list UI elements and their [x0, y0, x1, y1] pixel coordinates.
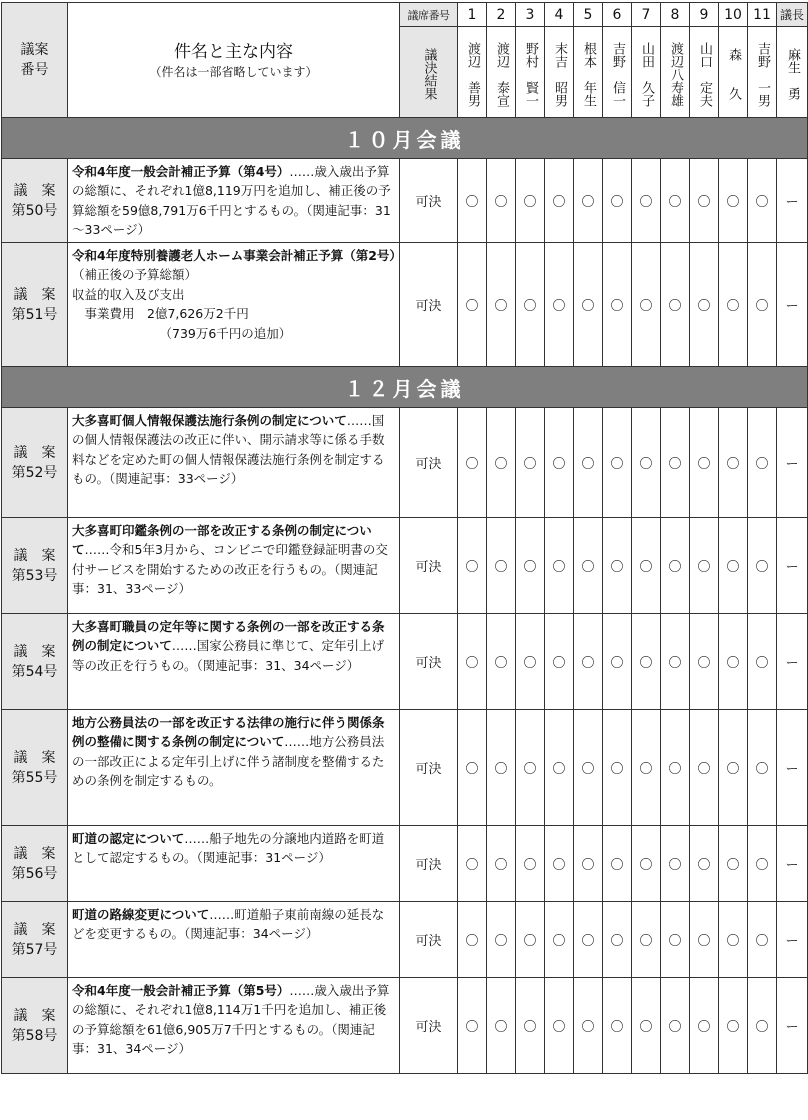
bill-description: ……国家公務員に準じて、定年引上げ等の改正を行うもの。（関連記事：31、34ページ） [72, 638, 385, 673]
bill-title: 地方公務員法の一部を改正する法律の施行に伴う関係条例の整備に関する条例の制定について [72, 715, 385, 750]
vote-mark: 〇 [748, 978, 777, 1074]
table-row [2, 159, 808, 243]
vote-mark: 〇 [632, 159, 661, 243]
vote-mark: 〇 [458, 614, 487, 710]
vote-mark: 〇 [487, 243, 516, 367]
bill-detail-line: 収益的収入及び支出 [72, 286, 185, 302]
vote-mark: 〇 [661, 710, 690, 826]
chair-vote-mark: ー [777, 710, 808, 826]
table-row [2, 710, 808, 826]
seat-number: 1 [458, 3, 487, 27]
table-row [2, 902, 808, 978]
seat-number: 9 [690, 3, 719, 27]
bill-title: 町道の認定について [72, 831, 185, 846]
vote-mark: 〇 [516, 518, 545, 614]
bill-number: 議 案 第55号 [2, 710, 68, 826]
vote-mark: 〇 [487, 710, 516, 826]
vote-result: 可決 [400, 243, 458, 367]
vote-mark: 〇 [748, 408, 777, 518]
vote-mark: 〇 [545, 243, 574, 367]
vote-mark: 〇 [516, 614, 545, 710]
vote-mark: 〇 [632, 243, 661, 367]
vote-result: 可決 [400, 710, 458, 826]
vote-mark: 〇 [545, 978, 574, 1074]
vote-mark: 〇 [487, 826, 516, 902]
vote-mark: 〇 [719, 159, 748, 243]
chair-vote-mark: ー [777, 826, 808, 902]
vote-mark: 〇 [603, 159, 632, 243]
chair-vote-mark: ー [777, 518, 808, 614]
vote-mark: 〇 [661, 614, 690, 710]
vote-mark: 〇 [458, 978, 487, 1074]
table-row [2, 408, 808, 518]
bill-description: ……国の個人情報保護法の改正に伴い、開示請求等に係る手数料などを定めた町の個人情報保護法施行条例を制定するもの。（関連記事：33ページ） [72, 413, 385, 487]
section-title: １２月会議 [2, 367, 808, 408]
seat-number: 7 [632, 3, 661, 27]
vote-mark: 〇 [516, 243, 545, 367]
bill-number: 議 案 第58号 [2, 978, 68, 1074]
vote-mark: 〇 [545, 614, 574, 710]
vote-mark: 〇 [574, 614, 603, 710]
bill-title: 令和4年度一般会計補正予算（第4号） [72, 164, 290, 179]
vote-mark: 〇 [487, 978, 516, 1074]
bill-number: 議 案 第54号 [2, 614, 68, 710]
member-name: 野村 賢一 [516, 27, 545, 118]
vote-mark: 〇 [661, 518, 690, 614]
section-header-row [2, 367, 808, 408]
table-row [2, 243, 808, 367]
vote-mark: 〇 [487, 614, 516, 710]
vote-mark: 〇 [574, 243, 603, 367]
vote-mark: 〇 [458, 826, 487, 902]
bill-content [68, 978, 400, 1074]
bill-number: 議 案 第53号 [2, 518, 68, 614]
chair-vote-mark: ー [777, 978, 808, 1074]
vote-mark: 〇 [516, 159, 545, 243]
seat-number-label: 議席番号 [400, 3, 458, 27]
chair-vote-mark: ー [777, 902, 808, 978]
vote-mark: 〇 [690, 614, 719, 710]
member-name: 山田 久子 [632, 27, 661, 118]
table-row [2, 518, 808, 614]
vote-mark: 〇 [516, 408, 545, 518]
vote-mark: 〇 [719, 978, 748, 1074]
vote-mark: 〇 [719, 518, 748, 614]
title-header-main: 件名と主な内容 [174, 42, 293, 62]
vote-result: 可決 [400, 614, 458, 710]
vote-mark: 〇 [574, 159, 603, 243]
chair-vote-mark: ー [777, 408, 808, 518]
chair-vote-mark: ー [777, 614, 808, 710]
vote-mark: 〇 [603, 408, 632, 518]
vote-mark: 〇 [632, 614, 661, 710]
member-name: 根本 年生 [574, 27, 603, 118]
vote-mark: 〇 [632, 518, 661, 614]
bill-content [68, 159, 400, 243]
bill-content [68, 518, 400, 614]
vote-mark: 〇 [748, 243, 777, 367]
vote-mark: 〇 [719, 408, 748, 518]
seat-number: 4 [545, 3, 574, 27]
bill-number: 議 案 第51号 [2, 243, 68, 367]
vote-results-table [1, 2, 808, 1074]
bill-number: 議 案 第50号 [2, 159, 68, 243]
vote-mark: 〇 [748, 710, 777, 826]
vote-mark: 〇 [748, 826, 777, 902]
bill-number: 議 案 第52号 [2, 408, 68, 518]
bill-content [68, 826, 400, 902]
table-row [2, 826, 808, 902]
vote-mark: 〇 [458, 710, 487, 826]
section-header-row [2, 118, 808, 159]
vote-mark: 〇 [516, 978, 545, 1074]
bill-title: 大多喜町印鑑条例の一部を改正する条例の制定について [72, 523, 372, 558]
vote-mark: 〇 [603, 243, 632, 367]
vote-mark: 〇 [458, 902, 487, 978]
bill-number: 議 案 第56号 [2, 826, 68, 902]
vote-mark: 〇 [487, 159, 516, 243]
title-header-sub: （件名は一部省略しています） [149, 65, 318, 79]
vote-mark: 〇 [545, 518, 574, 614]
vote-mark: 〇 [574, 826, 603, 902]
member-name: 吉野 一男 [748, 27, 777, 118]
vote-mark: 〇 [690, 902, 719, 978]
vote-mark: 〇 [690, 159, 719, 243]
vote-mark: 〇 [661, 902, 690, 978]
vote-mark: 〇 [661, 243, 690, 367]
vote-mark: 〇 [458, 159, 487, 243]
vote-mark: 〇 [574, 902, 603, 978]
bill-description: ……地方公務員法の一部改正による定年引上げに伴う諸制度を整備するための条例を制定するもの。 [72, 734, 385, 789]
vote-mark: 〇 [632, 978, 661, 1074]
vote-result: 可決 [400, 408, 458, 518]
vote-mark: 〇 [487, 902, 516, 978]
chair-vote-mark: ー [777, 159, 808, 243]
vote-result: 可決 [400, 826, 458, 902]
bill-number: 議 案 第57号 [2, 902, 68, 978]
bill-title: 令和4年度特別養護老人ホーム事業会計補正予算（第2号） [72, 248, 402, 263]
vote-mark: 〇 [690, 518, 719, 614]
vote-mark: 〇 [545, 710, 574, 826]
vote-mark: 〇 [719, 614, 748, 710]
vote-mark: 〇 [545, 902, 574, 978]
vote-mark: 〇 [719, 710, 748, 826]
bill-description: ……町道船子東前南線の延長などを変更するもの。（関連記事：34ページ） [72, 907, 385, 942]
bill-number-header: 議案番号 [2, 3, 68, 118]
bill-content [68, 902, 400, 978]
bill-title: 町道の路線変更について [72, 907, 210, 922]
member-name: 渡辺 善男 [458, 27, 487, 118]
chair-label: 議長 [777, 3, 808, 27]
table-row [2, 978, 808, 1074]
bill-content [68, 614, 400, 710]
vote-mark: 〇 [516, 826, 545, 902]
vote-mark: 〇 [487, 408, 516, 518]
vote-mark: 〇 [748, 159, 777, 243]
chair-name: 麻生 勇 [777, 27, 808, 118]
bill-description: ……船子地先の分譲地内道路を町道として認定するもの。（関連記事：31ページ） [72, 831, 385, 866]
vote-mark: 〇 [632, 710, 661, 826]
bill-detail-line: （739万6千円の追加） [159, 325, 292, 341]
vote-mark: 〇 [690, 243, 719, 367]
vote-mark: 〇 [603, 978, 632, 1074]
seat-number: 8 [661, 3, 690, 27]
vote-mark: 〇 [458, 518, 487, 614]
vote-result: 可決 [400, 902, 458, 978]
table-row [2, 614, 808, 710]
vote-mark: 〇 [516, 710, 545, 826]
bill-content [68, 408, 400, 518]
bill-detail-line: （補正後の予算総額） [72, 267, 198, 283]
vote-mark: 〇 [748, 518, 777, 614]
vote-mark: 〇 [661, 159, 690, 243]
seat-number: 11 [748, 3, 777, 27]
bill-description: ……令和5年3月から、コンビニで印鑑登録証明書の交付サービスを開始するための改正を行うもの。（関連記事：31、33ページ） [72, 542, 388, 597]
bill-description: ……歳入歳出予算の総額に、それぞれ1億8,119万円を追加し、補正後の予算総額を59億8,791万6千円とするもの。（関連記事：31～33ページ） [72, 164, 391, 238]
vote-mark: 〇 [574, 408, 603, 518]
vote-mark: 〇 [748, 902, 777, 978]
vote-mark: 〇 [632, 408, 661, 518]
vote-mark: 〇 [661, 826, 690, 902]
title-header [68, 3, 400, 118]
vote-mark: 〇 [661, 978, 690, 1074]
vote-result: 可決 [400, 159, 458, 243]
vote-mark: 〇 [719, 243, 748, 367]
vote-mark: 〇 [603, 614, 632, 710]
member-name: 末吉 昭男 [545, 27, 574, 118]
vote-mark: 〇 [661, 408, 690, 518]
vote-mark: 〇 [603, 902, 632, 978]
vote-mark: 〇 [603, 710, 632, 826]
vote-mark: 〇 [574, 978, 603, 1074]
vote-mark: 〇 [458, 408, 487, 518]
vote-mark: 〇 [545, 408, 574, 518]
vote-result: 可決 [400, 978, 458, 1074]
vote-mark: 〇 [632, 902, 661, 978]
bill-title: 大多喜町個人情報保護法施行条例の制定について [72, 413, 347, 428]
vote-mark: 〇 [719, 902, 748, 978]
vote-mark: 〇 [574, 710, 603, 826]
member-name: 吉野 信一 [603, 27, 632, 118]
bill-detail-line: 事業費用 2億7,626万2千円 [84, 306, 249, 322]
vote-mark: 〇 [719, 826, 748, 902]
seat-number: 10 [719, 3, 748, 27]
member-name: 渡辺八寿雄 [661, 27, 690, 118]
vote-mark: 〇 [516, 902, 545, 978]
bill-content [68, 710, 400, 826]
section-title: １０月会議 [2, 118, 808, 159]
seat-number: 2 [487, 3, 516, 27]
bill-description: ……歳入歳出予算の総額に、それぞれ1億8,114万1千円を追加し、補正後の予算総額を61億6,905万7千円とするもの。（関連記事：31、34ページ） [72, 983, 390, 1057]
vote-mark: 〇 [603, 518, 632, 614]
vote-mark: 〇 [748, 614, 777, 710]
member-name: 山口 定夫 [690, 27, 719, 118]
seat-number: 5 [574, 3, 603, 27]
vote-mark: 〇 [603, 826, 632, 902]
vote-mark: 〇 [545, 159, 574, 243]
chair-vote-mark: ー [777, 243, 808, 367]
vote-mark: 〇 [690, 408, 719, 518]
member-name: 森 久 [719, 27, 748, 118]
vote-mark: 〇 [690, 826, 719, 902]
member-name: 渡辺 泰宣 [487, 27, 516, 118]
seat-number: 3 [516, 3, 545, 27]
vote-result: 可決 [400, 518, 458, 614]
bill-title: 大多喜町職員の定年等に関する条例の一部を改正する条例の制定について [72, 619, 385, 654]
bill-title: 令和4年度一般会計補正予算（第5号） [72, 983, 290, 998]
vote-mark: 〇 [545, 826, 574, 902]
vote-mark: 〇 [458, 243, 487, 367]
seat-number: 6 [603, 3, 632, 27]
vote-mark: 〇 [690, 710, 719, 826]
vote-mark: 〇 [487, 518, 516, 614]
bill-content [68, 243, 400, 367]
vote-mark: 〇 [632, 826, 661, 902]
vote-mark: 〇 [574, 518, 603, 614]
result-header: 議決結果 [400, 27, 458, 118]
vote-mark: 〇 [690, 978, 719, 1074]
